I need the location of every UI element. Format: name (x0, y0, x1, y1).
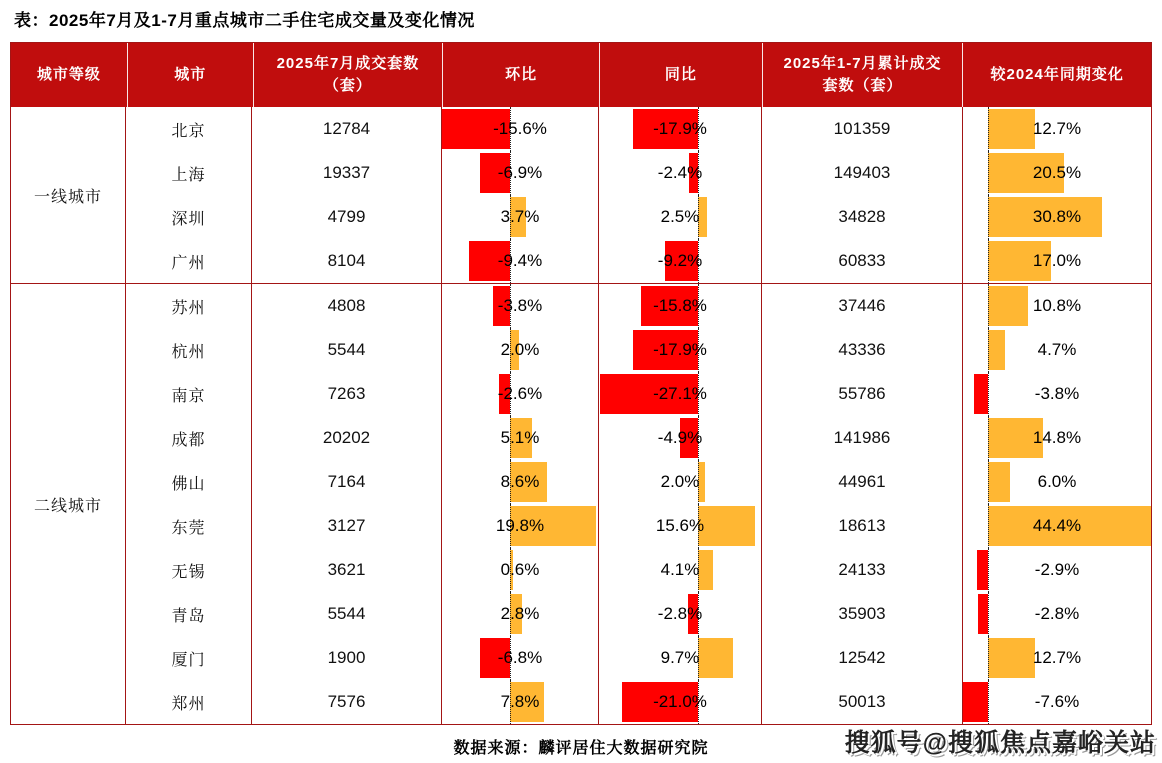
mom-change (442, 592, 599, 636)
yoy-change-label: 2.5% (660, 207, 700, 226)
table-row (126, 195, 1151, 239)
yoy-change (599, 372, 762, 416)
mom-change-label: -15.6% (493, 119, 547, 138)
july-count-cell: 7263 (252, 372, 442, 416)
mom-change (442, 548, 599, 592)
yoy-change (599, 151, 762, 195)
yoy-change-label: -15.8% (653, 296, 707, 315)
cumulative-count-cell: 101359 (762, 107, 963, 151)
yoy-change-label: -4.9% (657, 428, 703, 447)
mom-change (442, 372, 599, 416)
vs-2024-change-label: 12.7% (1032, 648, 1082, 667)
mom-change-label: 3.7% (500, 207, 540, 226)
july-count-cell: 7164 (252, 460, 442, 504)
table-row (126, 680, 1151, 724)
table-row (126, 284, 1151, 328)
cumulative-count-cell: 18613 (762, 504, 963, 548)
table-row (126, 328, 1151, 372)
july-count-cell: 20202 (252, 416, 442, 460)
july-count-cell: 1900 (252, 636, 442, 680)
yoy-change (599, 416, 762, 460)
mom-change (442, 107, 599, 151)
mom-change-label: 5.1% (500, 428, 540, 447)
mom-change (442, 151, 599, 195)
mom-change (442, 504, 599, 548)
city-cell: 北京 (126, 107, 252, 151)
vs-2024-change-label: 17.0% (1032, 251, 1082, 270)
vs-2024-change-label: -2.8% (1034, 604, 1080, 623)
yoy-change (599, 548, 762, 592)
yoy-change-label: 9.7% (660, 648, 700, 667)
cumulative-count-cell: 37446 (762, 284, 963, 328)
table-header-row (11, 43, 1151, 107)
vs-2024-change-label: 12.7% (1032, 119, 1082, 138)
vs-2024-change-label: -7.6% (1034, 692, 1080, 711)
mom-change (442, 239, 599, 283)
col-header-vs-2024: 较2024年同期变化 (990, 65, 1124, 83)
city-cell: 南京 (126, 372, 252, 416)
vs-2024-change-label: 4.7% (1037, 340, 1077, 359)
cumulative-count-cell: 34828 (762, 195, 963, 239)
vs-2024-change-label: 44.4% (1032, 516, 1082, 535)
vs-2024-change (963, 239, 1151, 283)
mom-change-label: 7.8% (500, 692, 540, 711)
cumulative-count-cell: 43336 (762, 328, 963, 372)
city-cell: 厦门 (126, 636, 252, 680)
vs-2024-change-label: 10.8% (1032, 296, 1082, 315)
yoy-change (599, 107, 762, 151)
yoy-change (599, 239, 762, 283)
page-title: 表：2025年7月及1-7月重点城市二手住宅成交量及变化情况 (14, 11, 475, 30)
table-row (126, 548, 1151, 592)
city-cell: 深圳 (126, 195, 252, 239)
table-row (126, 460, 1151, 504)
yoy-change (599, 284, 762, 328)
yoy-change-label: 15.6% (655, 516, 705, 535)
yoy-change-label: -17.9% (653, 119, 707, 138)
vs-2024-change (963, 460, 1151, 504)
cumulative-count-cell: 50013 (762, 680, 963, 724)
vs-2024-change-label: 20.5% (1032, 163, 1082, 182)
july-count-cell: 5544 (252, 592, 442, 636)
mom-change-label: -6.9% (497, 163, 543, 182)
city-cell: 青岛 (126, 592, 252, 636)
mom-change-label: -2.6% (497, 384, 543, 403)
city-cell: 成都 (126, 416, 252, 460)
vs-2024-change (963, 592, 1151, 636)
mom-change (442, 328, 599, 372)
yoy-change-label: -2.4% (657, 163, 703, 182)
tier-cell: 一线城市 (11, 107, 126, 283)
july-count-cell: 4808 (252, 284, 442, 328)
vs-2024-change-label: 30.8% (1032, 207, 1082, 226)
yoy-change (599, 636, 762, 680)
col-header-cumulative: 2025年1-7月累计成交套数（套） (763, 43, 964, 107)
tier-group (11, 107, 1151, 283)
cumulative-count-cell: 24133 (762, 548, 963, 592)
city-cell: 广州 (126, 239, 252, 283)
city-cell: 无锡 (126, 548, 252, 592)
vs-2024-change (963, 284, 1151, 328)
watermark: 搜狐号@搜狐焦点嘉峪关站 (844, 729, 1156, 757)
col-header-yoy: 同比 (600, 43, 763, 107)
table-body (11, 107, 1151, 724)
city-cell: 上海 (126, 151, 252, 195)
col-header-july-count: 2025年7月成交套数（套） (254, 43, 444, 107)
city-cell: 杭州 (126, 328, 252, 372)
yoy-change (599, 504, 762, 548)
table-row (126, 592, 1151, 636)
cumulative-count-cell: 35903 (762, 592, 963, 636)
tier-rows (126, 284, 1151, 724)
vs-2024-change (963, 151, 1151, 195)
yoy-change-label: -17.9% (653, 340, 707, 359)
vs-2024-change (963, 680, 1151, 724)
yoy-change (599, 328, 762, 372)
mom-change (442, 460, 599, 504)
cumulative-count-cell: 44961 (762, 460, 963, 504)
table-row (126, 636, 1151, 680)
data-source-note: 数据来源：麟评居住大数据研究院 (453, 740, 709, 757)
cumulative-count-cell: 60833 (762, 239, 963, 283)
city-cell: 苏州 (126, 284, 252, 328)
tier-group (11, 283, 1151, 724)
yoy-change (599, 195, 762, 239)
cumulative-count-cell: 12542 (762, 636, 963, 680)
yoy-change (599, 460, 762, 504)
city-cell: 佛山 (126, 460, 252, 504)
vs-2024-change (963, 328, 1151, 372)
table-row (126, 504, 1151, 548)
july-count-cell: 12784 (252, 107, 442, 151)
vs-2024-change-label: -2.9% (1034, 560, 1080, 579)
col-header-city: 城市 (128, 43, 254, 107)
tier-rows (126, 107, 1151, 283)
mom-change-label: -9.4% (497, 251, 543, 270)
table-row (126, 151, 1151, 195)
july-count-cell: 7576 (252, 680, 442, 724)
vs-2024-change (963, 372, 1151, 416)
table-row (126, 372, 1151, 416)
yoy-change (599, 680, 762, 724)
yoy-change-label: 2.0% (660, 472, 700, 491)
mom-change-label: 2.0% (500, 340, 540, 359)
vs-2024-change-label: -3.8% (1034, 384, 1080, 403)
city-cell: 郑州 (126, 680, 252, 724)
cumulative-count-cell: 141986 (762, 416, 963, 460)
mom-change-label: 2.8% (500, 604, 540, 623)
mom-change-label: 0.6% (500, 560, 540, 579)
july-count-cell: 3621 (252, 548, 442, 592)
july-count-cell: 8104 (252, 239, 442, 283)
mom-change-label: -3.8% (497, 296, 543, 315)
cumulative-count-cell: 55786 (762, 372, 963, 416)
mom-change (442, 680, 599, 724)
vs-2024-change (963, 636, 1151, 680)
city-cell: 东莞 (126, 504, 252, 548)
yoy-change-label: -9.2% (657, 251, 703, 270)
tier-cell: 二线城市 (11, 284, 126, 724)
vs-2024-change (963, 107, 1151, 151)
july-count-cell: 3127 (252, 504, 442, 548)
data-table (10, 42, 1152, 725)
mom-change-label: 19.8% (495, 516, 545, 535)
yoy-change-label: -27.1% (653, 384, 707, 403)
table-row (126, 416, 1151, 460)
col-header-city-tier: 城市等级 (11, 43, 128, 107)
vs-2024-change-label: 14.8% (1032, 428, 1082, 447)
mom-change-label: 8.6% (500, 472, 540, 491)
vs-2024-change (963, 416, 1151, 460)
july-count-cell: 19337 (252, 151, 442, 195)
mom-change (442, 284, 599, 328)
table-row (126, 107, 1151, 151)
vs-2024-change-label: 6.0% (1037, 472, 1077, 491)
yoy-change-label: -21.0% (653, 692, 707, 711)
vs-2024-change (963, 195, 1151, 239)
vs-2024-change (963, 548, 1151, 592)
cumulative-count-cell: 149403 (762, 151, 963, 195)
july-count-cell: 4799 (252, 195, 442, 239)
yoy-change (599, 592, 762, 636)
yoy-change-label: 4.1% (660, 560, 700, 579)
table-row (126, 239, 1151, 283)
col-header-mom: 环比 (443, 43, 600, 107)
mom-change-label: -6.8% (497, 648, 543, 667)
yoy-change-label: -2.8% (657, 604, 703, 623)
mom-change (442, 636, 599, 680)
mom-change (442, 195, 599, 239)
vs-2024-change (963, 504, 1151, 548)
july-count-cell: 5544 (252, 328, 442, 372)
mom-change (442, 416, 599, 460)
